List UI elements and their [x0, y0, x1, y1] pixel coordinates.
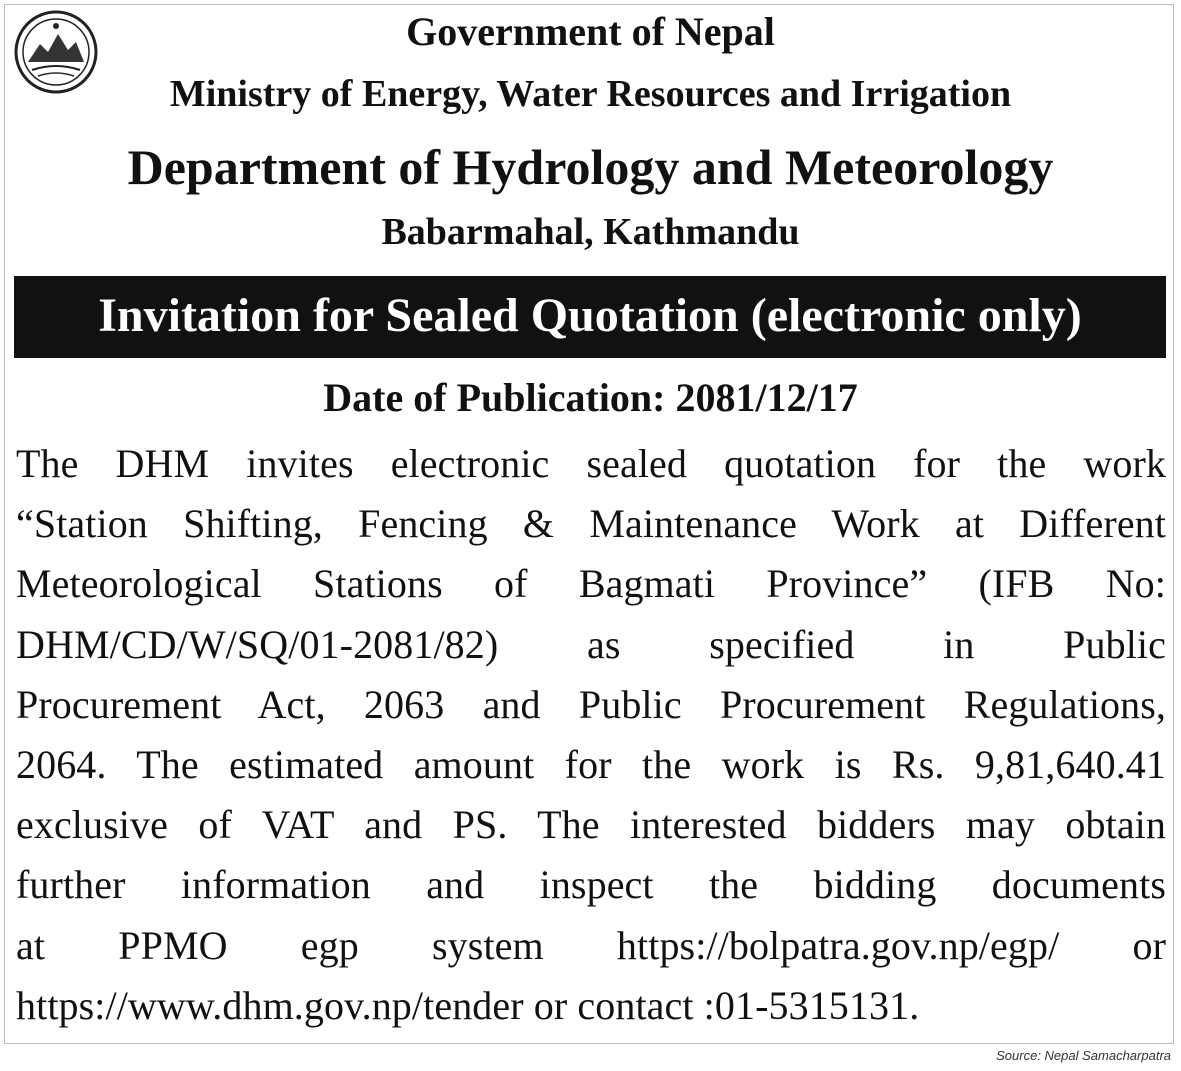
body-line: “Station Shifting, Fencing & Maintenance Work at Different	[16, 501, 1166, 547]
address-heading: Babarmahal, Kathmandu	[381, 211, 800, 253]
government-heading: Government of Nepal	[406, 9, 775, 54]
body-line: https://www.dhm.gov.np/tender or contact :01-5315131.	[16, 982, 920, 1028]
publication-date: Date of Publication: 2081/12/17	[323, 375, 858, 420]
department-heading: Department of Hydrology and Meteorology	[127, 139, 1054, 195]
notice-body	[16, 434, 1166, 1036]
body-line: Meteorological Stations of Bagmati Province” (IFB No:	[16, 561, 1166, 607]
ministry-heading: Ministry of Energy, Water Resources and Irrigation	[169, 73, 1012, 115]
body-line: DHM/CD/W/SQ/01-2081/82) as specified in Public	[16, 621, 1166, 667]
body-line: Procurement Act, 2063 and Public Procurement Regulations,	[16, 681, 1166, 727]
body-line: at PPMO egp system https://bolpatra.gov.np/egp/ or	[16, 922, 1166, 968]
notice-title-banner: Invitation for Sealed Quotation (electronic only)	[14, 276, 1166, 358]
body-line: 2064. The estimated amount for the work is Rs. 9,81,640.41	[16, 742, 1166, 788]
body-line: The DHM invites electronic sealed quotation for the work	[16, 441, 1166, 486]
body-line: exclusive of VAT and PS. The interested bidders may obtain	[16, 802, 1166, 848]
source-credit: Source: Nepal Samacharpatra	[996, 1048, 1171, 1063]
body-line: further information and inspect the bidding documents	[16, 862, 1166, 908]
